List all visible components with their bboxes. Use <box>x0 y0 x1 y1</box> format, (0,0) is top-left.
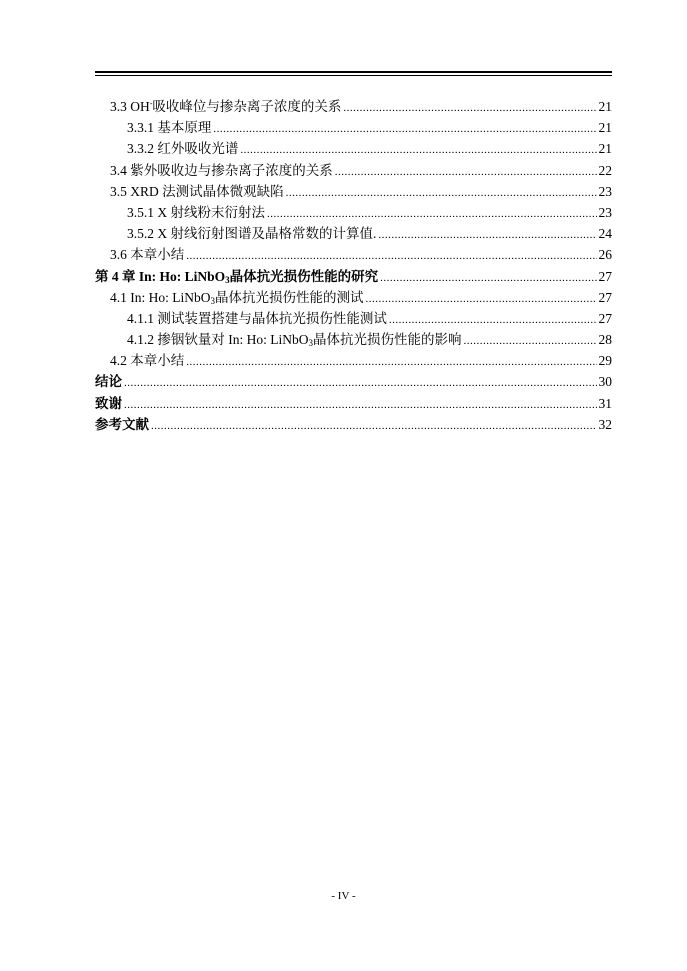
toc-entry[interactable] <box>95 371 612 392</box>
toc-entry-page-number: 27 <box>598 268 612 284</box>
toc-entry[interactable] <box>95 244 612 265</box>
toc-entry[interactable] <box>95 160 612 181</box>
toc-entry[interactable] <box>95 414 612 435</box>
header-rule-thin <box>95 75 612 76</box>
toc-entry-title-text: 3.6 本章小结 <box>110 247 185 263</box>
toc-entry[interactable] <box>95 223 612 244</box>
toc-entry[interactable] <box>95 350 612 371</box>
toc-entry-title <box>110 96 341 117</box>
toc-dot-leader <box>378 225 596 246</box>
toc-entry-title <box>127 329 462 350</box>
toc-entry-title-text: 4.1 In: Ho: LiNbO <box>110 289 211 305</box>
toc-dot-leader <box>213 119 596 140</box>
toc-entry[interactable] <box>95 117 612 138</box>
toc-entry-page-number: 30 <box>598 374 612 390</box>
toc-entry-title-text: 3.5 XRD 法测试晶体微观缺陷 <box>110 183 284 199</box>
toc-entry-title-text: 第 4 章 In: Ho: LiNbO <box>95 268 226 284</box>
toc-entry-title <box>127 117 211 138</box>
toc-entry-title <box>110 350 184 371</box>
toc-entry-title <box>95 393 122 414</box>
toc-entry-title <box>110 181 284 202</box>
toc-entry-page-number: 31 <box>598 395 612 411</box>
toc-entry-title-text: 3.3.2 红外吸收光谱 <box>127 141 239 157</box>
toc-entry-superscript: - <box>149 99 153 108</box>
toc-entry-title <box>95 266 378 287</box>
toc-entry-title-text: 致谢 <box>95 395 122 411</box>
toc-dot-leader <box>124 395 597 416</box>
toc-entry-title-text: 3.3 OH <box>110 99 150 114</box>
toc-entry[interactable] <box>95 329 612 350</box>
toc-entry-title <box>110 244 184 265</box>
toc-entry-title <box>127 138 238 159</box>
toc-entry-title <box>127 202 265 223</box>
toc-entry-title-text: 4.1.2 掺铟钬量对 In: Ho: LiNbO <box>127 332 309 348</box>
toc-entry-page-number: 21 <box>598 99 612 114</box>
toc-dot-leader <box>186 352 596 373</box>
toc-dot-leader <box>380 268 596 289</box>
toc-entry-title <box>95 414 149 435</box>
toc-dot-leader <box>124 373 597 394</box>
toc-entry[interactable] <box>95 287 612 308</box>
toc-dot-leader <box>240 140 596 161</box>
toc-dot-leader <box>186 246 596 267</box>
toc-entry[interactable] <box>95 202 612 223</box>
toc-entry-page-number: 22 <box>598 162 612 178</box>
toc-entry-page-number: 24 <box>598 226 612 242</box>
toc-entry-page-number: 23 <box>598 183 612 199</box>
toc-entry-page-number: 23 <box>598 204 612 220</box>
toc-entry-title-text: 3.4 紫外吸收边与掺杂离子浓度的关系 <box>110 162 333 178</box>
toc-entry-title-suffix: 吸收峰位与掺杂离子浓度的关系 <box>152 99 342 114</box>
toc-entry-subscript: 3 <box>308 338 313 349</box>
toc-entry-title-text: 结论 <box>95 374 122 390</box>
toc-entry-page-number: 27 <box>598 310 612 326</box>
toc-entry-subscript: 3 <box>225 274 230 285</box>
toc-dot-leader <box>343 98 596 119</box>
toc-entry-title-text: 3.3.1 基本原理 <box>127 120 212 136</box>
header-rule-thick <box>95 71 612 73</box>
toc-entry[interactable] <box>95 266 612 287</box>
toc-entry[interactable] <box>95 96 612 117</box>
toc-dot-leader <box>267 204 597 225</box>
toc-entry-subscript: 3 <box>210 295 215 306</box>
toc-entry[interactable] <box>95 181 612 202</box>
toc-entry-title-suffix: 晶体抗光损伤性能的测试 <box>215 289 364 305</box>
toc-entry-page-number: 21 <box>598 141 612 157</box>
toc-entry[interactable] <box>95 308 612 329</box>
toc-entry-title <box>110 160 333 181</box>
toc-dot-leader <box>151 416 597 437</box>
toc-entry-title <box>95 371 122 392</box>
toc-entry-title-text: 4.1.1 测试装置搭建与晶体抗光损伤性能测试 <box>127 310 387 326</box>
toc-dot-leader <box>464 331 597 352</box>
toc-dot-leader <box>389 310 597 331</box>
page-number: - IV - <box>331 890 356 902</box>
toc-entry-page-number: 29 <box>598 353 612 369</box>
toc-entry-title-suffix: 晶体抗光损伤性能的影响 <box>313 332 462 348</box>
toc-entry-title-text: 3.5.2 X 射线衍射图谱及晶格常数的计算值. <box>127 226 377 242</box>
toc-dot-leader <box>335 162 597 183</box>
toc-entry[interactable] <box>95 393 612 414</box>
toc-entry-page-number: 21 <box>598 120 612 136</box>
toc-entry-page-number: 32 <box>598 416 612 432</box>
toc-dot-leader <box>366 289 597 310</box>
toc-entry[interactable] <box>95 138 612 159</box>
toc-entry-page-number: 26 <box>598 247 612 263</box>
toc-entry-title <box>127 223 376 244</box>
toc-entry-title <box>127 308 387 329</box>
toc-dot-leader <box>286 183 597 204</box>
toc-entry-title-text: 参考文献 <box>95 416 149 432</box>
toc-entry-title <box>110 287 364 308</box>
toc-entry-title-text: 4.2 本章小结 <box>110 353 185 369</box>
table-of-contents <box>95 96 612 435</box>
toc-entry-page-number: 28 <box>598 332 612 348</box>
toc-entry-page-number: 27 <box>598 289 612 305</box>
toc-entry-title-suffix: 晶体抗光损伤性能的研究 <box>229 268 379 284</box>
toc-entry-title-text: 3.5.1 X 射线粉末衍射法 <box>127 204 265 220</box>
